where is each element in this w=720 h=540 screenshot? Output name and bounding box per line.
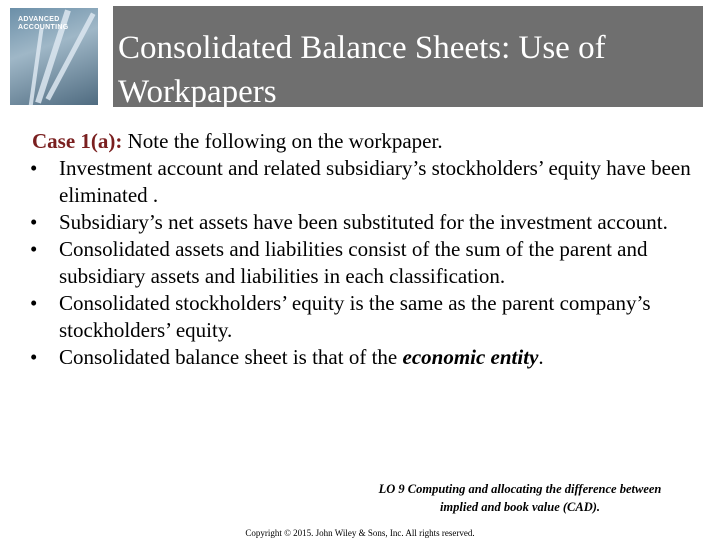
bullet-list <box>30 155 700 371</box>
economic-entity-emphasis: economic entity <box>402 345 539 369</box>
bullet-icon: • <box>30 156 38 180</box>
book-cover-text <box>18 16 68 32</box>
bullet-item <box>30 155 700 209</box>
bullet-text: Consolidated assets and liabilities consist of the sum of the parent and subsidiary assets and liabilities in each classification. <box>59 237 648 288</box>
case-text: Note the following on the workpaper. <box>122 129 443 153</box>
learning-objective-note <box>330 480 710 516</box>
case-line <box>32 128 700 155</box>
copyright-notice: Copyright © 2015. John Wiley & Sons, Inc. All rights reserved. <box>245 528 475 538</box>
book-cover-line2: ACCOUNTING <box>18 24 69 31</box>
bullet-icon: • <box>30 210 38 234</box>
book-cover-line1: ADVANCED <box>18 16 60 23</box>
bullet-icon: • <box>30 291 38 315</box>
bullet-item <box>30 236 700 290</box>
bullet-text: Consolidated stockholders’ equity is the same as the parent company’s stockholders’ equity. <box>59 291 651 342</box>
case-label: Case 1(a): <box>32 129 123 153</box>
page-title: Consolidated Balance Sheets: Use of Workpapers <box>118 30 606 110</box>
lo-line1: LO 9 Computing and allocating the difference between <box>378 482 662 496</box>
bullet-icon: • <box>30 237 38 261</box>
bullet-text-suffix: . <box>538 345 544 369</box>
bullet-text-prefix: Consolidated balance sheet is that of the <box>59 345 403 369</box>
bullet-item <box>30 209 700 236</box>
book-cover-image <box>10 8 98 105</box>
bullet-item <box>30 290 700 344</box>
bullet-icon: • <box>30 345 38 369</box>
bullet-text: Investment account and related subsidiary’s stockholders’ equity have been eliminated . <box>59 156 691 207</box>
bullet-text: Subsidiary’s net assets have been substituted for the investment account. <box>59 210 668 234</box>
slide-content <box>30 128 700 371</box>
lo-line2: implied and book value (CAD). <box>439 500 601 514</box>
bullet-item <box>30 344 700 371</box>
